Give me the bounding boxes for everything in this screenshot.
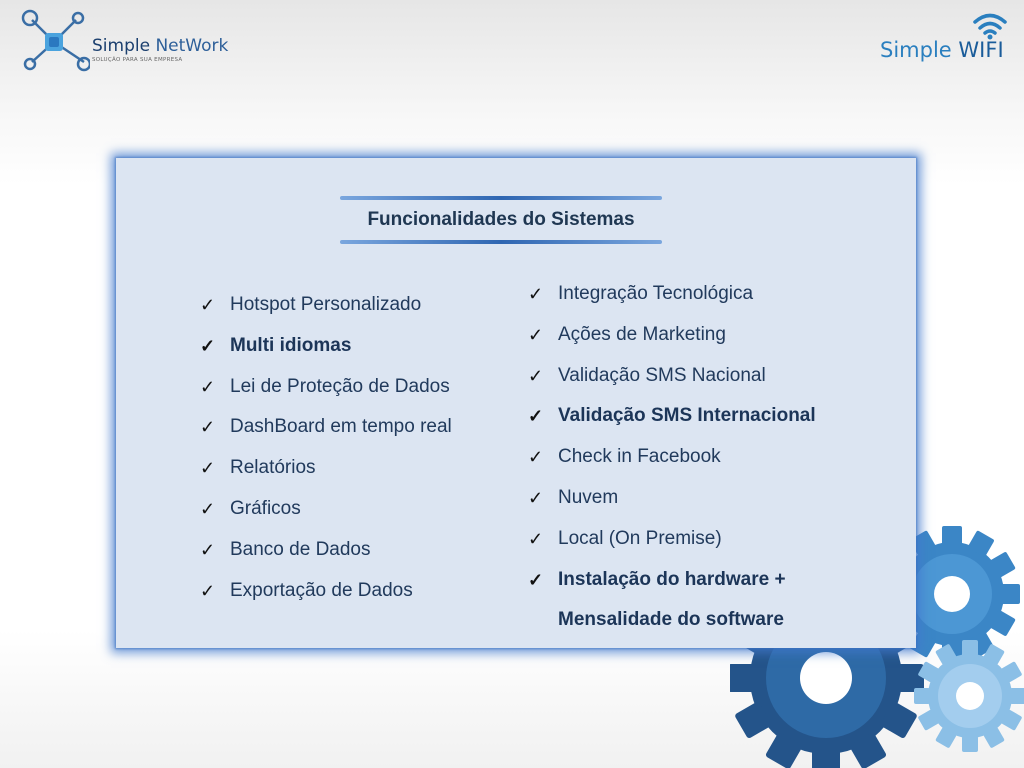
- network-logo-icon: [18, 8, 90, 72]
- check-icon: ✓: [528, 569, 544, 590]
- check-icon: ✓: [528, 324, 544, 345]
- features-card: [116, 158, 916, 648]
- feature-label: Multi idiomas: [230, 334, 352, 356]
- feature-item: [200, 489, 452, 530]
- feature-label: Hotspot Personalizado: [230, 294, 422, 315]
- feature-item: [200, 571, 452, 612]
- feature-item: [528, 600, 816, 641]
- feature-label: Check in Facebook: [558, 446, 721, 468]
- feature-label: Gráficos: [230, 497, 301, 519]
- feature-label: Validação SMS Internacional: [558, 405, 816, 427]
- feature-item: [528, 356, 816, 397]
- feature-item: [528, 274, 816, 315]
- feature-label: Instalação do hardware +: [558, 568, 786, 590]
- check-icon: ✓: [528, 487, 544, 508]
- feature-item: [200, 285, 452, 326]
- card-title: [340, 196, 662, 244]
- feature-label: Lei de Proteção de Dados: [230, 375, 450, 397]
- feature-item: [200, 407, 452, 448]
- logo-right-wordmark: [880, 38, 1004, 62]
- feature-item: [528, 560, 816, 601]
- feature-item: [528, 396, 816, 437]
- title-divider-bottom: [340, 240, 662, 244]
- logo-right-name-part1: Simple: [880, 38, 952, 62]
- feature-label: Nuvem: [558, 486, 619, 508]
- check-icon: ✓: [200, 376, 216, 397]
- feature-label: Validação SMS Nacional: [558, 364, 766, 386]
- feature-label: Banco de Dados: [230, 538, 371, 560]
- feature-item: [200, 326, 452, 367]
- simple-wifi-logo: [878, 8, 1018, 66]
- feature-item: [528, 519, 816, 560]
- feature-item: [528, 315, 816, 356]
- check-icon: ✓: [200, 580, 216, 601]
- feature-label: Exportação de Dados: [230, 579, 413, 601]
- check-icon: ✓: [200, 295, 216, 315]
- check-icon: ✓: [200, 458, 216, 479]
- check-icon: ✓: [528, 447, 544, 468]
- logo-right-name-part2: WIFI: [958, 38, 1004, 62]
- check-icon: ✓: [200, 335, 216, 356]
- check-icon: ✓: [200, 498, 216, 519]
- logo-left-tagline: SOLUÇÃO PARA SUA EMPRESA: [92, 57, 183, 63]
- feature-item: [200, 530, 452, 571]
- title-divider-top: [340, 196, 662, 200]
- feature-item: [200, 367, 452, 408]
- feature-label: Mensalidade do software: [558, 609, 784, 631]
- check-icon: ✓: [528, 365, 544, 386]
- feature-label: Ações de Marketing: [558, 323, 726, 345]
- logo-left-name-part2: NetWork: [155, 36, 229, 56]
- check-icon: ✓: [200, 539, 216, 560]
- feature-label: Relatórios: [230, 457, 316, 479]
- feature-label: DashBoard em tempo real: [230, 416, 452, 438]
- features-list-right: [528, 274, 816, 641]
- check-icon: ✓: [528, 528, 544, 549]
- wifi-icon: [970, 10, 1010, 40]
- simple-network-logo: [18, 8, 229, 72]
- card-title-text: Funcionalidades do Sistemas: [367, 209, 635, 230]
- feature-item: [200, 448, 452, 489]
- feature-item: [528, 437, 816, 478]
- feature-item: [528, 478, 816, 519]
- feature-label: Local (On Premise): [558, 527, 722, 549]
- check-icon: ✓: [200, 417, 216, 438]
- feature-label: Integração Tecnológica: [558, 283, 754, 304]
- features-list-left: [200, 285, 452, 611]
- check-icon: ✓: [528, 406, 544, 427]
- logo-left-wordmark: [92, 36, 228, 56]
- check-icon: ✓: [528, 284, 544, 304]
- logo-left-name-part1: Simple: [92, 36, 151, 56]
